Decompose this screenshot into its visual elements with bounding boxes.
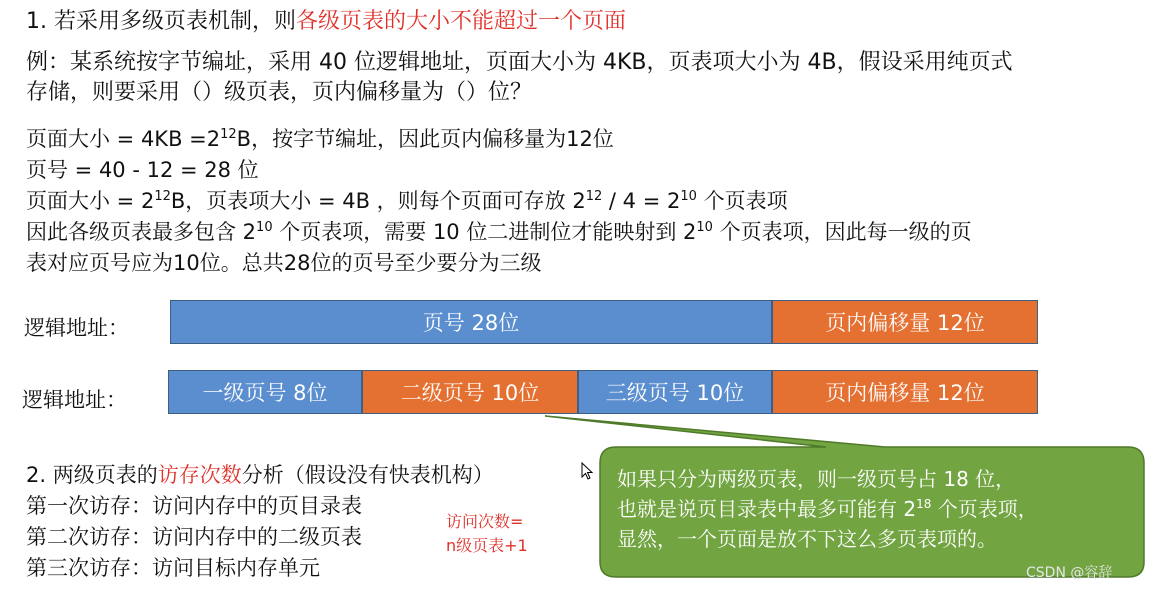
access-2: 第二次访存：访问内存中的二级页表	[26, 525, 362, 549]
analysis-text: 个页表项，因此每一级的页	[712, 220, 972, 244]
analysis-line-5: 表对应页号应为10位。总共28位的页号至少要分为三级	[26, 251, 542, 275]
example-line-2: 存储，则要采用（）级页表，页内偏移量为（）位？	[26, 80, 533, 105]
analysis-text: / 4 = 2	[602, 189, 681, 213]
analysis-text: 个页表项	[696, 189, 788, 213]
callout-line-1: 如果只分为两级页表，则一级页号占 18 位，	[617, 467, 1016, 491]
watermark: CSDN @容辞	[1026, 565, 1113, 581]
analysis-text: 页面大小 = 4KB =2	[26, 127, 221, 151]
heading-2-prefix: 2. 两级页表的	[26, 463, 158, 487]
callout-text-part: 也就是说页目录表中最多可能有 2	[617, 497, 917, 521]
bar-2-label: 逻辑地址：	[22, 388, 127, 412]
callout-line-3: 显然，一个页面是放不下这么多页表项的。	[617, 527, 997, 551]
level-3-page-number-segment: 三级页号 10位	[578, 370, 772, 414]
note-line-2: n级页表+1	[446, 536, 528, 555]
access-1: 第一次访存：访问内存中的页目录表	[26, 494, 362, 518]
analysis-text: 因此各级页表最多包含 2	[26, 220, 257, 244]
bar-1-label: 逻辑地址：	[24, 316, 129, 340]
exponent: 18	[916, 497, 932, 511]
exponent: 10	[256, 220, 273, 235]
heading-1-highlight: 各级页表的大小不能超过一个页面	[295, 9, 626, 34]
exponent: 12	[154, 189, 171, 204]
heading-1-prefix: 1. 若采用多级页表机制，则	[26, 9, 296, 34]
analysis-line-2: 页号 = 40 - 12 = 28 位	[26, 158, 259, 182]
page-offset-segment-2: 页内偏移量 12位	[772, 370, 1038, 414]
analysis-text: 个页表项，需要 10 位二进制位才能映射到 2	[272, 220, 697, 244]
analysis-text: 页面大小 = 2	[26, 189, 155, 213]
heading-2-highlight: 访存次数	[157, 463, 242, 487]
note-line-1: 访问次数=	[446, 512, 524, 531]
example-line-1: 例：某系统按字节编址，采用 40 位逻辑地址，页面大小为 4KB，页表项大小为 4B，假设采用纯页式	[26, 50, 1013, 75]
analysis-text: B，按字节编址，因此页内偏移量为12位	[236, 127, 614, 151]
analysis-text: B，页表项大小 = 4B ，则每个页面可存放 2	[170, 189, 586, 213]
exponent: 10	[696, 220, 713, 235]
mouse-cursor-icon	[581, 462, 595, 482]
callout-text-part: 个页表项，	[931, 497, 1038, 521]
page-number-segment: 页号 28位	[170, 300, 772, 344]
page-offset-segment: 页内偏移量 12位	[772, 300, 1038, 344]
callout-text	[617, 464, 1137, 554]
heading-2-suffix: 分析（假设没有快表机构）	[241, 463, 494, 487]
level-1-page-number-segment: 一级页号 8位	[168, 370, 362, 414]
exponent: 12	[220, 127, 237, 142]
exponent: 12	[585, 189, 603, 204]
level-2-page-number-segment: 二级页号 10位	[362, 370, 578, 414]
exponent: 10	[680, 189, 697, 204]
access-3: 第三次访存：访问目标内存单元	[26, 556, 320, 580]
callout-line-2	[617, 494, 1137, 524]
